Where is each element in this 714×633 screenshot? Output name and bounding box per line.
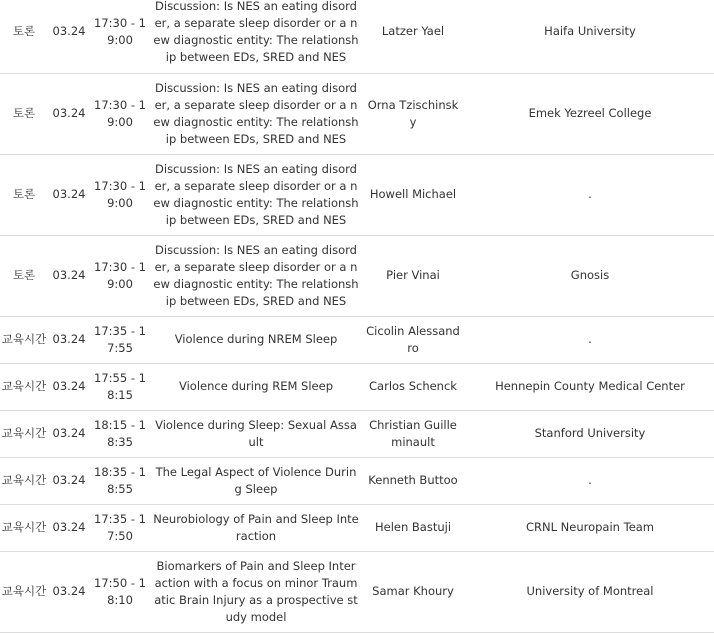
speaker-cell: Orna Tzischinsky (361, 73, 465, 154)
affiliation-cell: Haifa University (465, 0, 714, 73)
table-row (0, 410, 714, 457)
affiliation-cell: . (465, 154, 714, 235)
category-cell: 교육시간 (0, 316, 49, 363)
date-cell: 03.24 (49, 235, 89, 316)
date-cell: 03.24 (49, 457, 89, 504)
time-cell: 17:35 - 17:55 (89, 316, 151, 363)
category-cell: 토론 (0, 154, 49, 235)
time-cell: 17:30 - 19:00 (89, 154, 151, 235)
affiliation-cell: CRNL Neuropain Team (465, 504, 714, 551)
time-cell: 17:55 - 18:15 (89, 363, 151, 410)
category-cell: 교육시간 (0, 410, 49, 457)
affiliation-cell: Gnosis (465, 235, 714, 316)
table-row (0, 316, 714, 363)
title-cell: Biomarkers of Pain and Sleep Interaction with a focus on minor Traumatic Brain Injury as a prospective study model (151, 551, 361, 632)
time-cell: 17:30 - 19:00 (89, 73, 151, 154)
time-cell: 18:15 - 18:35 (89, 410, 151, 457)
table-row (0, 0, 714, 73)
category-cell: 교육시간 (0, 504, 49, 551)
table-row (0, 551, 714, 632)
date-cell: 03.24 (49, 0, 89, 73)
table-row (0, 235, 714, 316)
time-cell: 17:30 - 19:00 (89, 235, 151, 316)
speaker-cell: Samar Khoury (361, 551, 465, 632)
affiliation-cell: Stanford University (465, 410, 714, 457)
speaker-cell: Helen Bastuji (361, 504, 465, 551)
speaker-cell: Pier Vinai (361, 235, 465, 316)
speaker-cell: Christian Guilleminault (361, 410, 465, 457)
title-cell: Discussion: Is NES an eating disorder, a separate sleep disorder or a new diagnostic entity: The relationship between EDs, SRED and NES (151, 154, 361, 235)
date-cell: 03.24 (49, 410, 89, 457)
affiliation-cell: . (465, 316, 714, 363)
title-cell: Neurobiology of Pain and Sleep Interaction (151, 504, 361, 551)
title-cell: Discussion: Is NES an eating disorder, a separate sleep disorder or a new diagnostic entity: The relationship between EDs, SRED and NES (151, 0, 361, 73)
category-cell: 토론 (0, 73, 49, 154)
date-cell: 03.24 (49, 551, 89, 632)
date-cell: 03.24 (49, 316, 89, 363)
table-row (0, 73, 714, 154)
affiliation-cell: Emek Yezreel College (465, 73, 714, 154)
speaker-cell: Howell Michael (361, 154, 465, 235)
title-cell: Violence during Sleep: Sexual Assault (151, 410, 361, 457)
category-cell: 토론 (0, 235, 49, 316)
time-cell: 17:50 - 18:10 (89, 551, 151, 632)
title-cell: Violence during REM Sleep (151, 363, 361, 410)
affiliation-cell: Hennepin County Medical Center (465, 363, 714, 410)
affiliation-cell: University of Montreal (465, 551, 714, 632)
speaker-cell: Latzer Yael (361, 0, 465, 73)
table-row (0, 504, 714, 551)
time-cell: 18:35 - 18:55 (89, 457, 151, 504)
date-cell: 03.24 (49, 73, 89, 154)
table-row (0, 363, 714, 410)
table-row (0, 154, 714, 235)
table-row (0, 457, 714, 504)
date-cell: 03.24 (49, 363, 89, 410)
category-cell: 교육시간 (0, 457, 49, 504)
category-cell: 토론 (0, 0, 49, 73)
title-cell: The Legal Aspect of Violence During Sleep (151, 457, 361, 504)
title-cell: Violence during NREM Sleep (151, 316, 361, 363)
category-cell: 교육시간 (0, 551, 49, 632)
date-cell: 03.24 (49, 154, 89, 235)
speaker-cell: Kenneth Buttoo (361, 457, 465, 504)
date-cell: 03.24 (49, 504, 89, 551)
affiliation-cell: . (465, 457, 714, 504)
speaker-cell: Cicolin Alessandro (361, 316, 465, 363)
title-cell: Discussion: Is NES an eating disorder, a separate sleep disorder or a new diagnostic entity: The relationship between EDs, SRED and NES (151, 73, 361, 154)
category-cell: 교육시간 (0, 363, 49, 410)
speaker-cell: Carlos Schenck (361, 363, 465, 410)
title-cell: Discussion: Is NES an eating disorder, a separate sleep disorder or a new diagnostic entity: The relationship between EDs, SRED and NES (151, 235, 361, 316)
time-cell: 17:30 - 19:00 (89, 0, 151, 73)
time-cell: 17:35 - 17:50 (89, 504, 151, 551)
